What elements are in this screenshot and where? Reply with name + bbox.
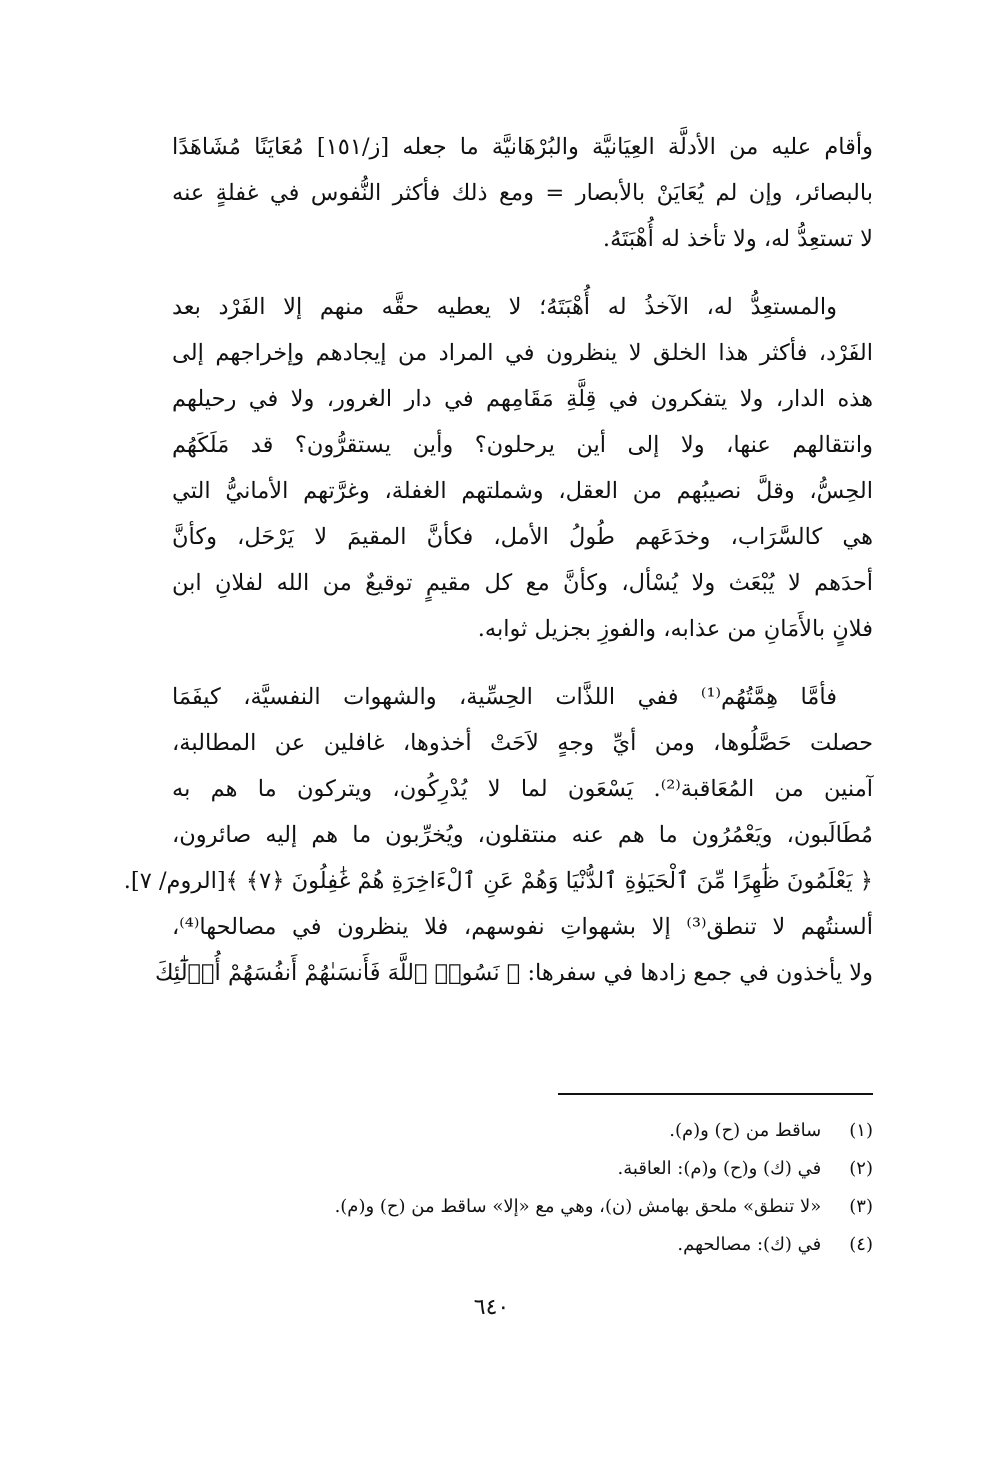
paragraph-1 [172, 124, 873, 262]
footnote-text: في (ك) و(ح) و(م): العاقبة. [617, 1158, 822, 1179]
footnote-text: «لا تنطق» ملحق بهامش (ن)، وهي مع «إلا» ساقط من (ح) و(م). [334, 1196, 822, 1217]
text-line: وأقام عليه من الأدلَّة العِيَانيَّة والبُرْهَانيَّة ما جعله [ز/١٥١] مُعَايَنًا مُشَاهَدًا [172, 134, 873, 160]
quran-verse-line: ﴿ يَعْلَمُونَ ظَٰهِرًا مِّنَ ٱلْحَيَوٰةِ ٱلدُّنْيَا وَهُمْ عَنِ ٱلْءَاخِرَةِ هُمْ غَٰفِلُونَ ﴿٧﴾ ﴾[الروم/ ٧]. [123, 868, 873, 894]
paragraph-3 [123, 674, 873, 996]
text-line: حصلت حَصَّلُوها، ومن أيِّ وجهٍ لاَحَتْ أخذوها، غافلين عن المطالبة، [172, 730, 873, 756]
footnote-number: (٣) [849, 1196, 873, 1217]
page-number: ٦٤٠ [473, 1295, 510, 1320]
footnote [173, 1188, 873, 1226]
footnote [173, 1150, 873, 1188]
footnote-divider [558, 1093, 873, 1095]
footnote-number: (١) [849, 1120, 873, 1141]
text-line: بالبصائر، وإن لم يُعَايَنْ بالأبصار = ومع ذلك فأكثر النُّفوس في غفلةٍ عنه [172, 180, 873, 206]
main-text [123, 124, 873, 996]
text-line: مُطَالَبون، ويَعْمُرُون ما هم عنه منتقلون، ويُخرِّبون ما هم إليه صائرون، [172, 822, 873, 848]
text-line: فأمَّا هِمَّتُهُم⁽¹⁾ ففي اللذَّات الحِسِّية، والشهوات النفسيَّة، كيفَمَا [172, 684, 837, 710]
text-line: ألسنتُهم لا تنطق⁽³⁾ إلا بشهواتِ نفوسهم، فلا ينظرون في مصالحها⁽⁴⁾، [172, 914, 873, 940]
footnote-text: في (ك): مصالحهم. [677, 1234, 822, 1255]
footnote-number: (٢) [849, 1158, 873, 1179]
paragraph-2 [172, 284, 873, 652]
text-line: الفَرْد، فأكثر هذا الخلق لا ينظرون في المراد من إيجادهم وإخراجهم إلى [172, 340, 873, 366]
text-line: فلانٍ بالأَمَانِ من عذابه، والفوزِ بجزيل ثوابه. [477, 616, 873, 642]
text-line: آمنين من المُعَاقبة⁽²⁾. يَسْعَون لما لا يُدْرِكُون، ويتركون ما هم به [172, 776, 873, 802]
footnote-number: (٤) [849, 1234, 873, 1255]
text-line: لا تستعِدُّ له، ولا تأخذ له أُهْبَتَهُ. [602, 226, 873, 252]
text-line: أحدَهم لا يُبْعَث ولا يُسْأل، وكأنَّ مع كل مقيمٍ توقيعٌ من الله لفلانِ ابن [172, 570, 873, 596]
text-line: والمستعِدُّ له، الآخذُ له أُهْبَتَهُ؛ لا يعطيه حقَّه منهم إلا الفَرْد بعد [172, 294, 837, 320]
text-line: وانتقالهم عنها، ولا إلى أين يرحلون؟ وأين يستقرُّون؟ قد مَلَكَهُم [172, 432, 873, 458]
text-line: الحِسُّ، وقلَّ نصيبُهم من العقل، وشملتهم الغفلة، وغرَّتهم الأمانيُّ التي [172, 478, 873, 504]
footnote-text: ساقط من (ح) و(م). [669, 1120, 822, 1141]
footnote [173, 1226, 873, 1264]
footnote [173, 1112, 873, 1150]
text-line: هذه الدار، ولا يتفكرون في قِلَّةِ مَقَامِهم في دار الغرور، ولا في رحيلهم [172, 386, 873, 412]
text-line: هي كالسَّرَاب، وخدَعَهم طُولُ الأمل، فكأنَّ المقيمَ لا يَرْحَل، وكأنَّ [172, 524, 873, 550]
quran-verse-line: ولا يأخذون في جمع زادها في سفرها: ﴿ نَسُوا۟ ٱللَّهَ فَأَنسَىٰهُمْ أَنفُسَهُمْ أُو۟لَٰٓئِكَ [154, 960, 873, 986]
footnotes [173, 1112, 873, 1264]
